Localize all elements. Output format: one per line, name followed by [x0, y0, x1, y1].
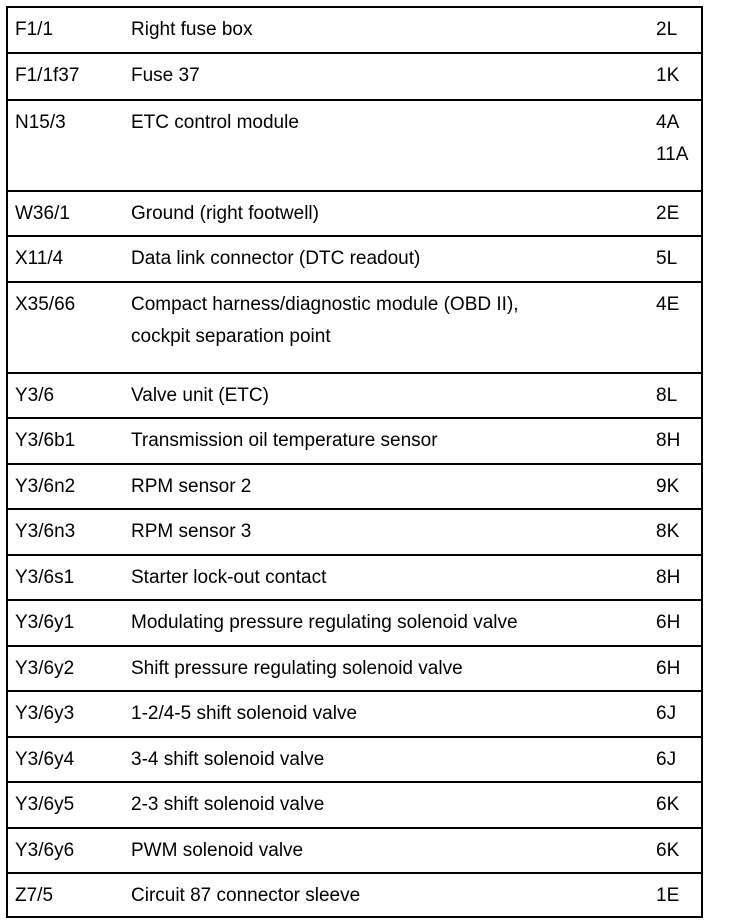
component-description: Data link connector (DTC readout) — [131, 248, 421, 269]
table-row — [8, 52, 701, 99]
component-description: RPM sensor 2 — [131, 476, 252, 497]
grid-location: 4E — [656, 294, 680, 315]
component-description: 2-3 shift solenoid valve — [131, 794, 325, 815]
grid-location: 6H — [656, 612, 681, 633]
grid-location-list — [656, 107, 688, 171]
component-code: F1/1f37 — [15, 65, 80, 86]
table-row — [8, 781, 701, 827]
component-description — [131, 289, 519, 353]
grid-location: 8K — [656, 521, 680, 542]
grid-location: 9K — [656, 476, 680, 497]
table-row — [8, 99, 701, 190]
grid-location: 11A — [656, 144, 689, 165]
grid-location: 6K — [656, 794, 680, 815]
component-code: Y3/6y4 — [15, 749, 75, 770]
grid-location: 6H — [656, 658, 681, 679]
grid-location: 8H — [656, 567, 681, 588]
table-row — [8, 235, 701, 281]
table-row — [8, 827, 701, 872]
grid-location: 8H — [656, 430, 681, 451]
grid-location: 1E — [656, 885, 680, 906]
component-code: X11/4 — [15, 248, 64, 269]
table-row — [8, 508, 701, 554]
component-description: Shift pressure regulating solenoid valve — [131, 658, 463, 679]
table-row — [8, 599, 701, 645]
component-code: Y3/6y6 — [15, 840, 75, 861]
table-row — [8, 463, 701, 508]
component-code: Y3/6y5 — [15, 794, 75, 815]
component-code: Y3/6y3 — [15, 703, 75, 724]
description-line: Compact harness/diagnostic module (OBD II), — [131, 294, 519, 315]
component-description: Valve unit (ETC) — [131, 385, 269, 406]
component-description: Starter lock-out contact — [131, 567, 327, 588]
grid-location: 1K — [656, 65, 680, 86]
component-code: W36/1 — [15, 203, 70, 224]
grid-location: 2L — [656, 19, 678, 40]
table-row — [8, 281, 701, 372]
component-description: PWM solenoid valve — [131, 840, 304, 861]
component-code: N15/3 — [15, 112, 66, 133]
grid-location: 2E — [656, 203, 680, 224]
grid-location: 5L — [656, 248, 678, 269]
table-row — [8, 554, 701, 599]
component-code: X35/66 — [15, 294, 76, 315]
table-row — [8, 190, 701, 235]
component-code: Y3/6y1 — [15, 612, 75, 633]
component-code: Y3/6b1 — [15, 430, 76, 451]
component-code: Y3/6 — [15, 385, 55, 406]
component-code: Y3/6n3 — [15, 521, 76, 542]
component-description: 1-2/4-5 shift solenoid valve — [131, 703, 358, 724]
grid-location: 6K — [656, 840, 680, 861]
description-line: cockpit separation point — [131, 326, 331, 347]
component-code: F1/1 — [15, 19, 54, 40]
component-description: RPM sensor 3 — [131, 521, 252, 542]
component-description: 3-4 shift solenoid valve — [131, 749, 325, 770]
grid-location: 4A — [656, 112, 680, 133]
table-row — [8, 736, 701, 781]
component-description: Ground (right footwell) — [131, 203, 319, 224]
component-description: Modulating pressure regulating solenoid valve — [131, 612, 518, 633]
table-row — [8, 417, 701, 463]
component-description: Transmission oil temperature sensor — [131, 430, 438, 451]
component-description: Right fuse box — [131, 19, 253, 40]
component-code: Y3/6y2 — [15, 658, 75, 679]
table-row — [8, 8, 701, 52]
component-legend-table — [6, 6, 703, 918]
component-description: Fuse 37 — [131, 65, 200, 86]
grid-location: 8L — [656, 385, 678, 406]
grid-location: 6J — [656, 749, 677, 770]
table-row — [8, 372, 701, 417]
component-description: Circuit 87 connector sleeve — [131, 885, 361, 906]
component-code: Z7/5 — [15, 885, 54, 906]
component-description: ETC control module — [131, 112, 299, 133]
component-code: Y3/6s1 — [15, 567, 75, 588]
component-code: Y3/6n2 — [15, 476, 76, 497]
table-row — [8, 690, 701, 736]
table-row — [8, 872, 701, 916]
grid-location: 6J — [656, 703, 677, 724]
table-row — [8, 645, 701, 690]
